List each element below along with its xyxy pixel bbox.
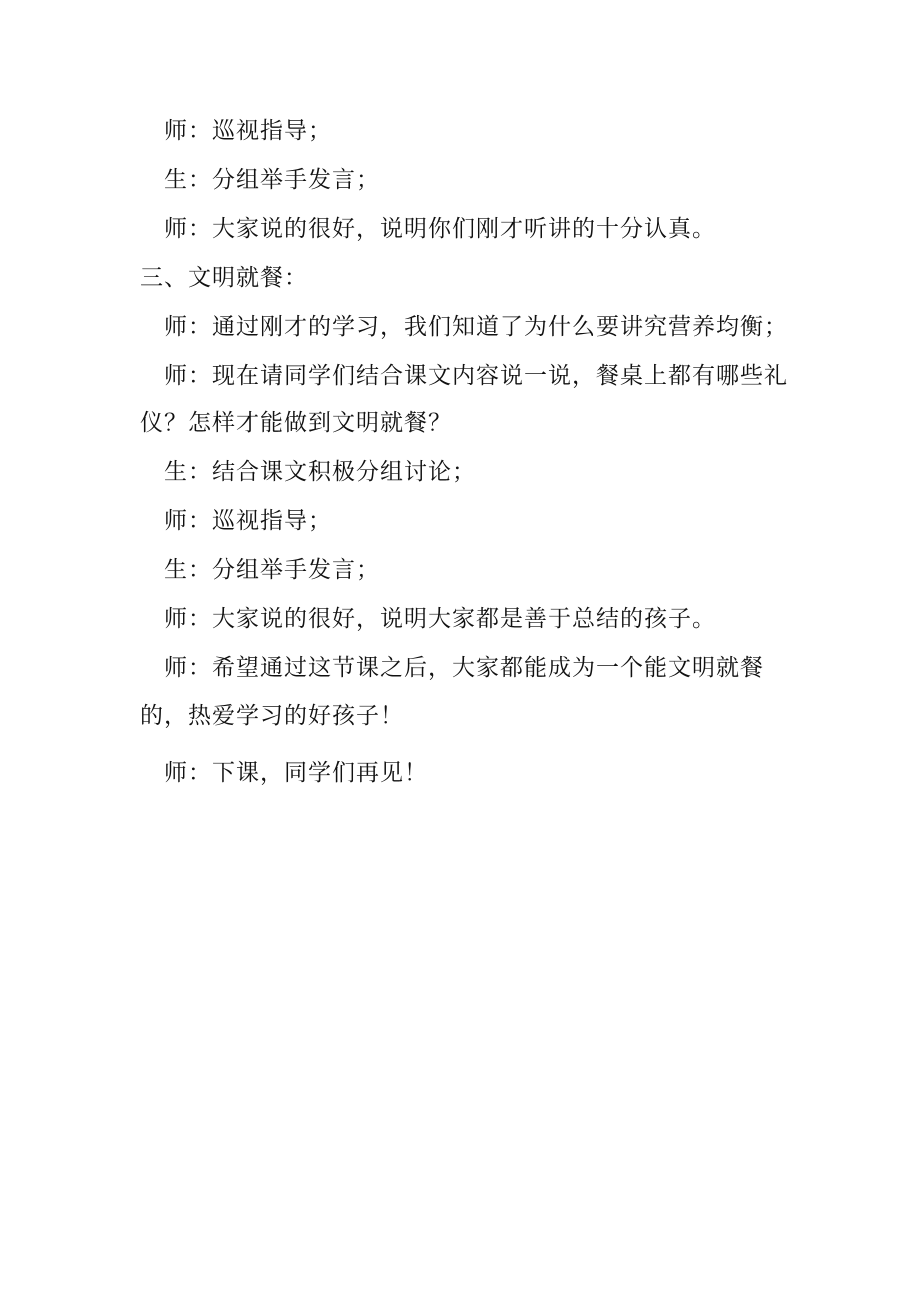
text-line: 仪？怎样才能做到文明就餐？	[140, 410, 452, 436]
text-line: 生：分组举手发言；	[164, 557, 380, 583]
text-line: 生：分组举手发言；	[164, 167, 380, 193]
text-line: 师：希望通过这节课之后，大家都能成为一个能文明就餐	[164, 655, 764, 681]
text-line: 师：大家说的很好，说明大家都是善于总结的孩子。	[164, 606, 716, 632]
text-line: 师：现在请同学们结合课文内容说一说，餐桌上都有哪些礼	[164, 363, 788, 389]
text-line: 生：结合课文积极分组讨论；	[164, 459, 476, 485]
text-line: 师：通过刚才的学习，我们知道了为什么要讲究营养均衡；	[164, 314, 788, 340]
text-line: 师：巡视指导；	[164, 118, 332, 144]
text-line: 师：巡视指导；	[164, 508, 332, 534]
text-line: 的，热爱学习的好孩子！	[140, 703, 404, 729]
text-line: 师：下课，同学们再见！	[164, 760, 428, 786]
section-heading: 三、文明就餐：	[140, 265, 308, 291]
text-line: 师：大家说的很好，说明你们刚才听讲的十分认真。	[164, 216, 716, 242]
